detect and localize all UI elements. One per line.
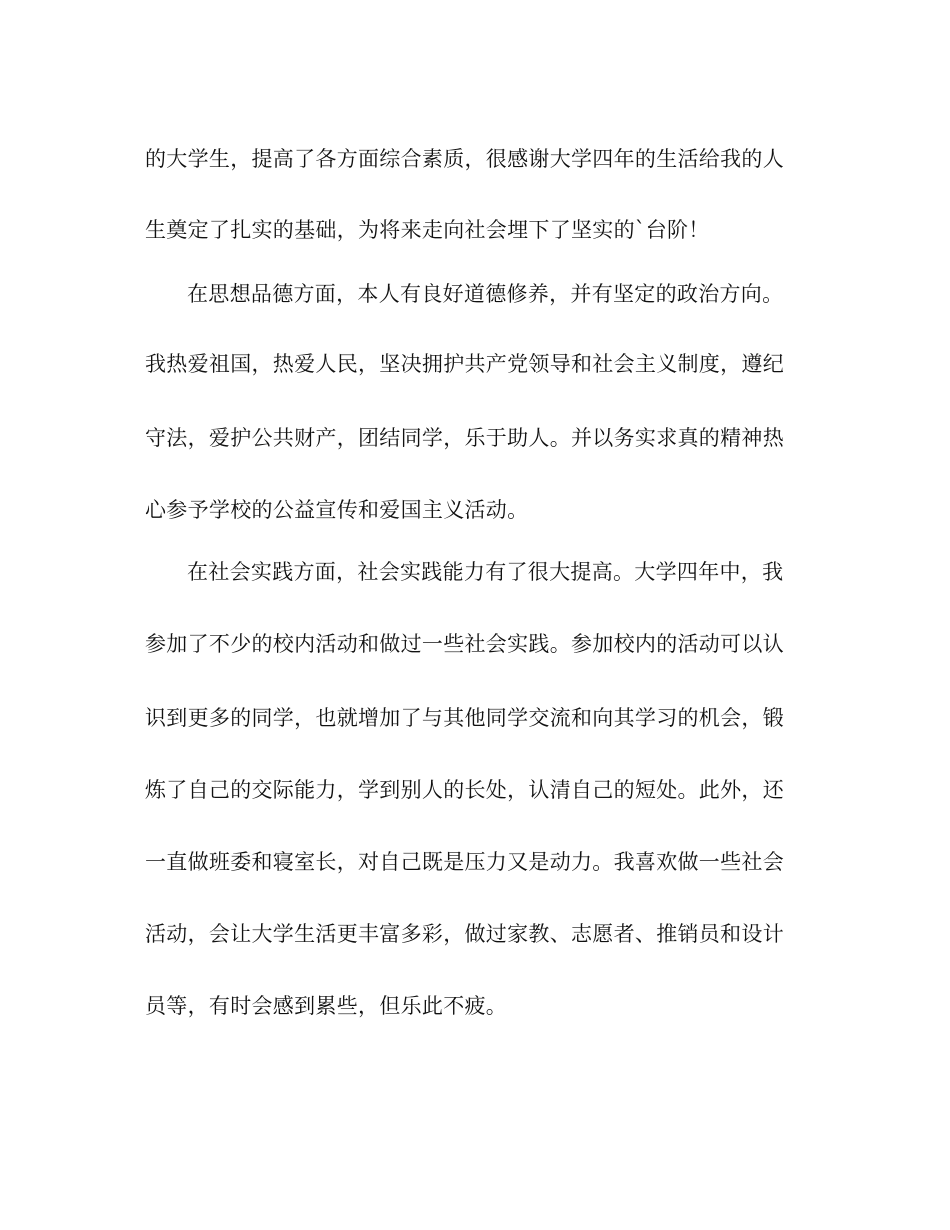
text-line: 一直做班委和寝室长，对自己既是压力又是动力。我喜欢做一些社会 bbox=[145, 850, 784, 874]
paragraph-start-line: 在社会实践方面，社会实践能力有了很大提高。大学四年中，我 bbox=[187, 560, 784, 584]
text-line: 的大学生，提高了各方面综合素质，很感谢大学四年的生活给我的人 bbox=[145, 147, 784, 171]
text-line: 守法，爱护公共财产，团结同学，乐于助人。并以务实求真的精神热 bbox=[145, 426, 784, 450]
text-line: 我热爱祖国，热爱人民，坚决拥护共产党领导和社会主义制度，遵纪 bbox=[145, 352, 784, 376]
paragraph-start-line: 在思想品德方面，本人有良好道德修养，并有坚定的政治方向。 bbox=[187, 282, 784, 306]
text-line: 炼了自己的交际能力，学到别人的长处，认清自己的短处。此外，还 bbox=[145, 778, 784, 802]
text-line: 识到更多的同学，也就增加了与其他同学交流和向其学习的机会，锻 bbox=[145, 706, 784, 730]
text-line: 活动，会让大学生活更丰富多彩，做过家教、志愿者、推销员和设计 bbox=[145, 922, 784, 946]
text-line: 生奠定了扎实的基础，为将来走向社会埋下了坚实的`台阶！ bbox=[145, 218, 710, 242]
text-line: 参加了不少的校内活动和做过一些社会实践。参加校内的活动可以认 bbox=[145, 632, 784, 656]
text-line: 员等，有时会感到累些，但乐此不疲。 bbox=[145, 994, 508, 1018]
text-line: 心参予学校的公益宣传和爱国主义活动。 bbox=[145, 498, 529, 522]
